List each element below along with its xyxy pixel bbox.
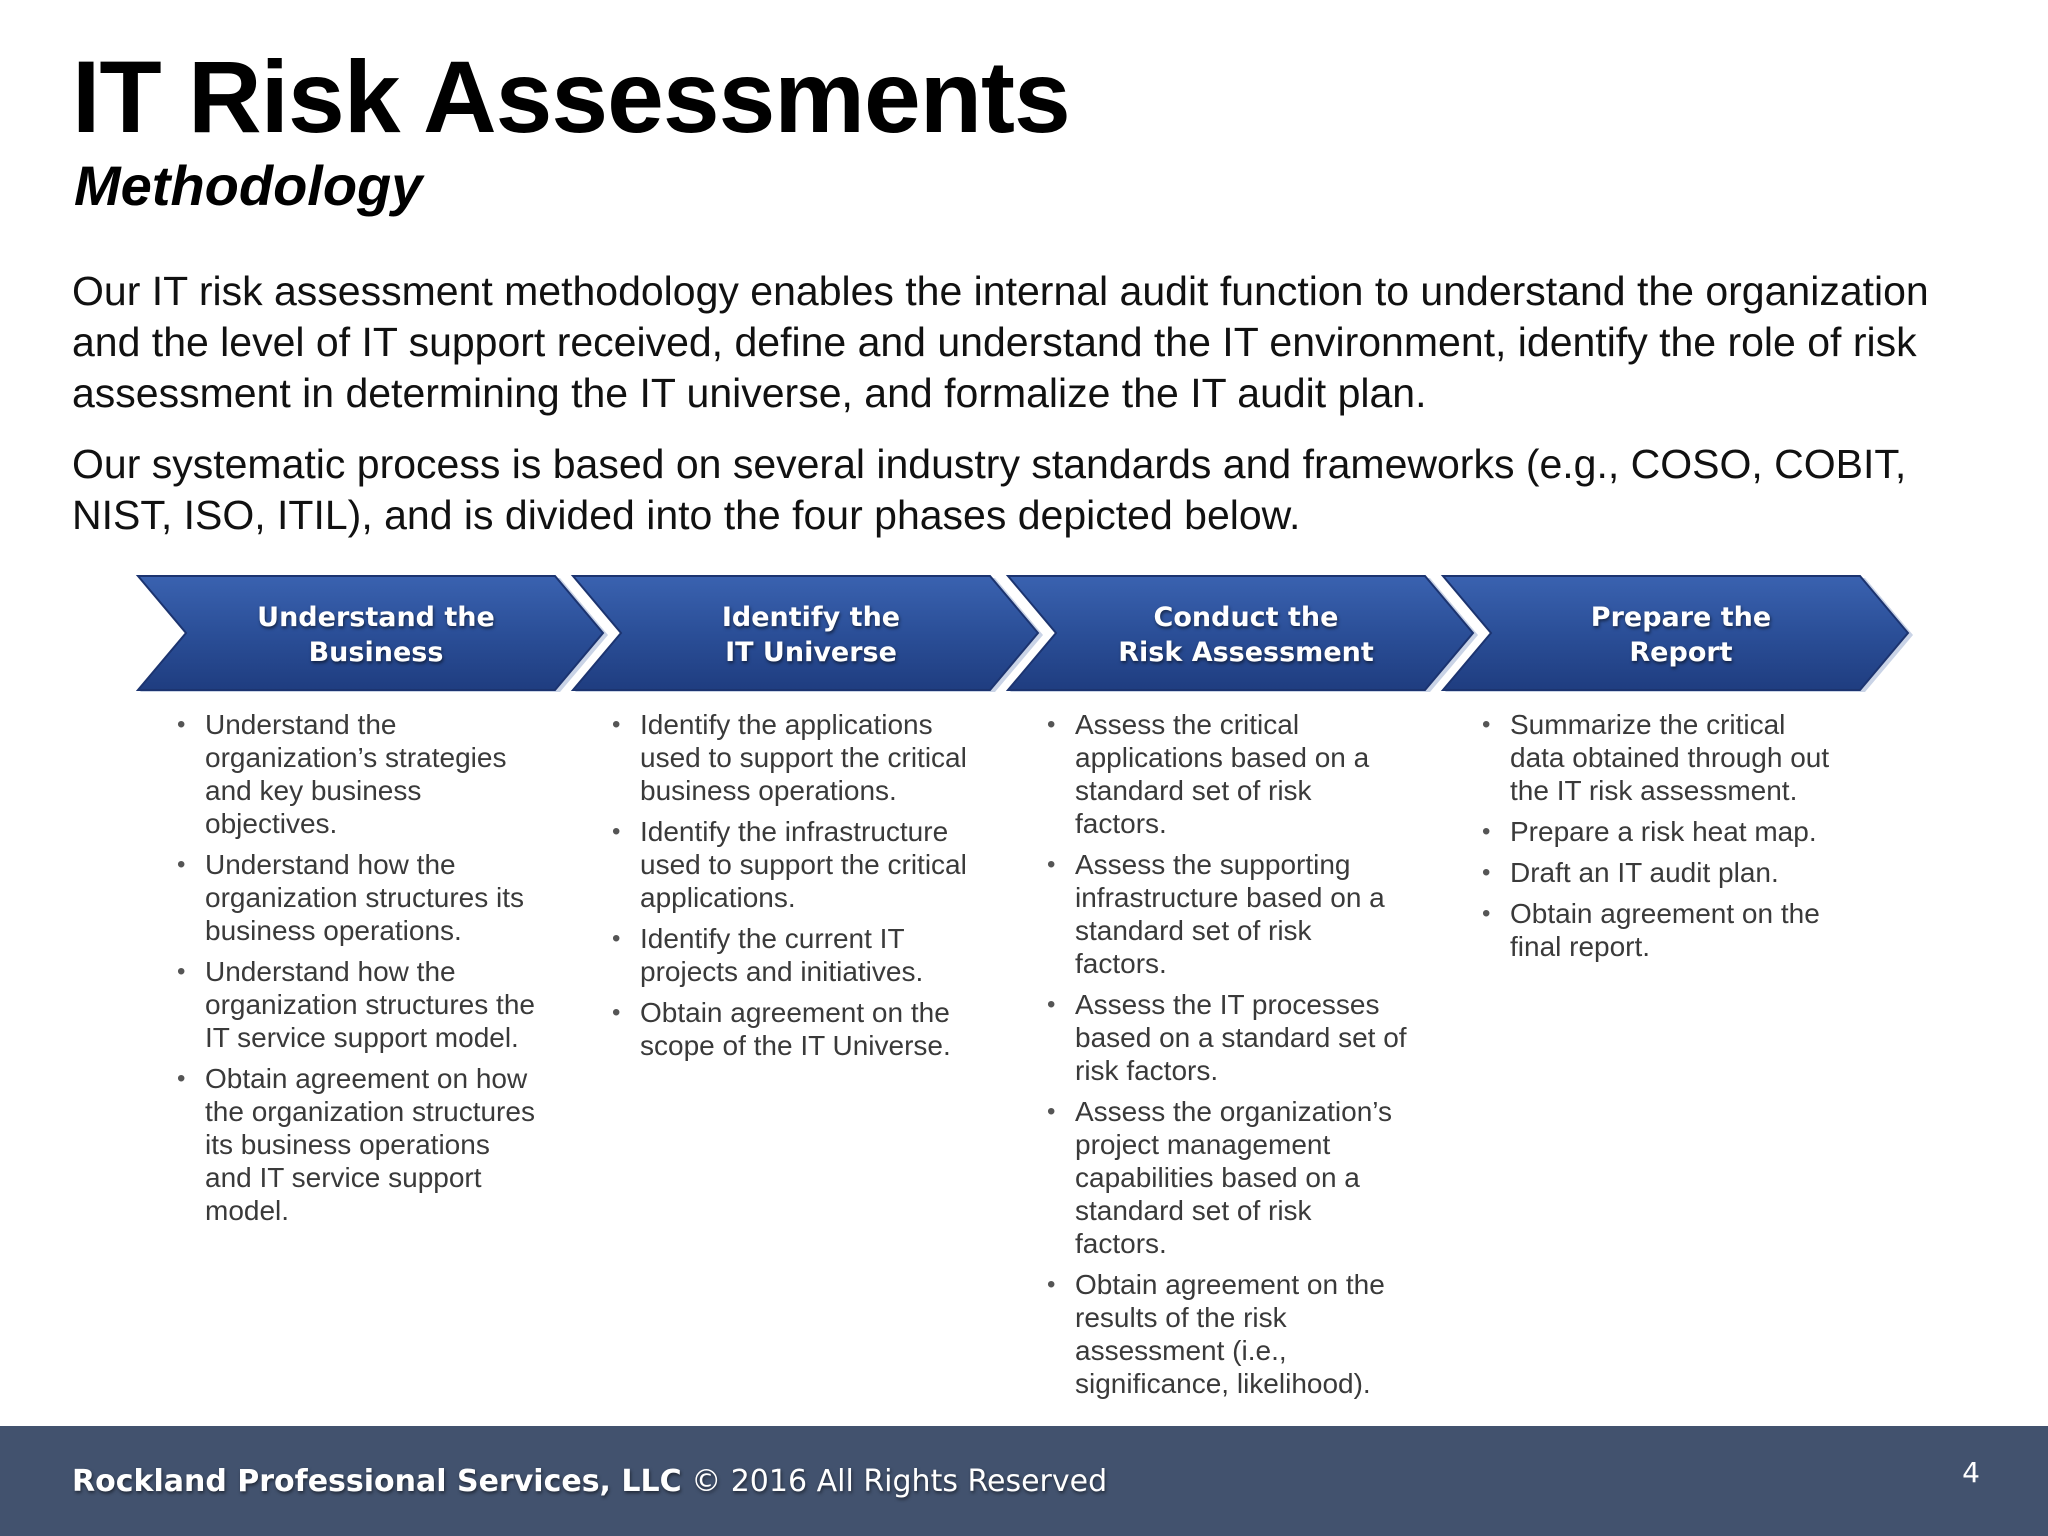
list-item: • Assess the IT processes based on a standard set of risk factors. (1047, 988, 1407, 1087)
intro-paragraph-2: Our systematic process is based on several industry standards and frameworks (e.g., COSO, COBIT, NIST, ISO, ITIL), and is divided into the four phases depicted below. (72, 441, 1907, 538)
footer-bar (0, 1426, 2048, 1536)
phase-title-1-line2: Business (308, 637, 444, 668)
list-item: • Obtain agreement on how the organization structures its business operations and IT service support model. (177, 1062, 537, 1227)
list-item: • Summarize the critical data obtained through out the IT risk assessment. (1482, 708, 1842, 807)
phase-title-1 (176, 600, 576, 670)
page-title: IT Risk Assessments (72, 40, 1070, 154)
list-item: • Identify the infrastructure used to support the critical applications. (612, 815, 972, 914)
footer-rights: © 2016 All Rights Reserved (691, 1464, 1108, 1499)
list-item: • Assess the organization’s project management capabilities based on a standard set of risk factors. (1047, 1095, 1407, 1260)
page-subtitle: Methodology (74, 154, 423, 217)
phase-title-4-line2: Report (1629, 637, 1733, 668)
phase-title-2 (611, 600, 1011, 670)
phase-4-bullet-list (1482, 708, 1842, 971)
list-item: • Understand the organization’s strategies and key business objectives. (177, 708, 537, 840)
list-item: • Obtain agreement on the final report. (1482, 897, 1842, 963)
phase-2-bullet-list (612, 708, 972, 1070)
phase-title-1-line1: Understand the (257, 602, 495, 633)
page-number: 4 (1962, 1456, 1980, 1489)
phase-title-4 (1481, 600, 1881, 670)
phase-3-bullet-list (1047, 708, 1407, 1408)
phase-title-3-line1: Conduct the (1153, 602, 1339, 633)
list-item: • Draft an IT audit plan. (1482, 856, 1842, 889)
phase-1-bullet-list (177, 708, 537, 1235)
list-item: • Obtain agreement on the scope of the IT Universe. (612, 996, 972, 1062)
list-item: • Assess the critical applications based on a standard set of risk factors. (1047, 708, 1407, 840)
intro-text (72, 266, 1972, 561)
list-item: • Identify the applications used to support the critical business operations. (612, 708, 972, 807)
footer-company: Rockland Professional Services, LLC (72, 1464, 682, 1499)
list-item: • Understand how the organization structures its business operations. (177, 848, 537, 947)
list-item: • Understand how the organization structures the IT service support model. (177, 955, 537, 1054)
list-item: • Assess the supporting infrastructure based on a standard set of risk factors. (1047, 848, 1407, 980)
phase-title-2-line1: Identify the (721, 602, 901, 633)
phase-title-3-line2: Risk Assessment (1118, 637, 1374, 668)
list-item: • Obtain agreement on the results of the risk assessment (i.e., significance, likelihood). (1047, 1268, 1407, 1400)
list-item: • Prepare a risk heat map. (1482, 815, 1842, 848)
footer-copyright (72, 1462, 1107, 1502)
intro-paragraph-1: Our IT risk assessment methodology enables the internal audit function to understand the organization and the level of IT support received, define and understand the IT environment, identify the role of risk assessment in determining the IT universe, and formalize the IT audit plan. (72, 268, 1929, 416)
phase-title-4-line1: Prepare the (1590, 602, 1772, 633)
phase-title-3 (1046, 600, 1446, 670)
list-item: • Identify the current IT projects and initiatives. (612, 922, 972, 988)
phase-title-2-line2: IT Universe (725, 637, 897, 668)
